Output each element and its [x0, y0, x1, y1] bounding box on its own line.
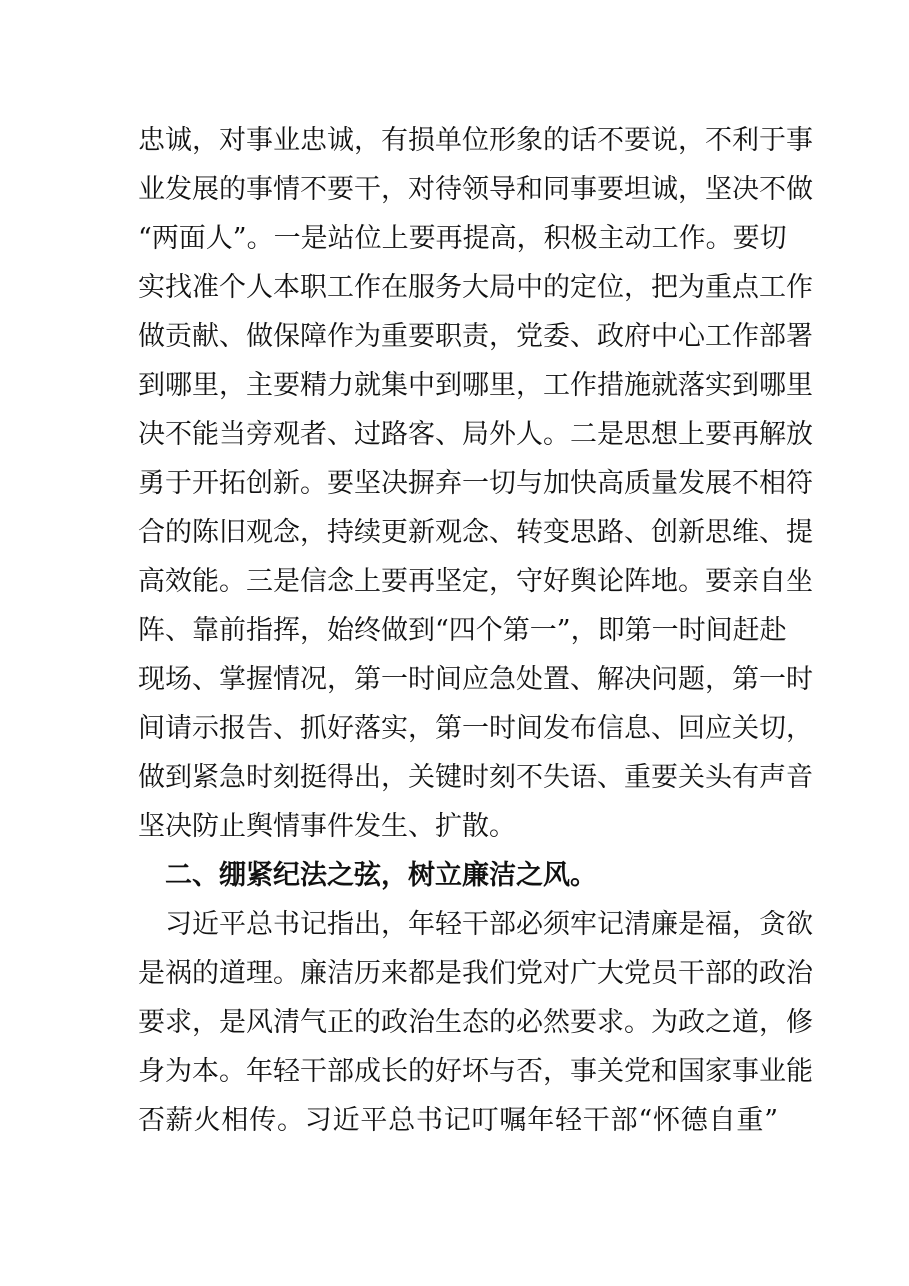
body-text-line: 做到紧急时刻挺得出，关键时刻不失语、重要关头有声音 [138, 762, 813, 793]
body-text-line: 间请示报告、抓好落实，第一时间发布信息、回应关切， [138, 713, 813, 744]
body-text-line: 要求，是风清气正的政治生态的必然要求。为政之道，修 [138, 1007, 813, 1038]
body-text-line: 阵、靠前指挥，始终做到“四个第一”，即第一时间赶赴 [138, 615, 787, 646]
body-text-line: 否薪火相传。习近平总书记叮嘱年轻干部“怀德自重” [138, 1105, 778, 1136]
body-text-line: 坚决防止舆情事件发生、扩散。 [138, 811, 516, 842]
body-text-line: 现场、掌握情况，第一时间应急处置、解决问题，第一时 [138, 664, 813, 695]
body-text-line: 高效能。三是信念上要再坚定，守好舆论阵地。要亲自坐 [138, 566, 813, 597]
body-text-line: 做贡献、做保障作为重要职责，党委、政府中心工作部署 [138, 321, 813, 352]
section-heading: 二、绷紧纪法之弦，树立廉洁之风。 [165, 860, 597, 891]
body-text-line: 到哪里，主要精力就集中到哪里，工作措施就落实到哪里 [138, 370, 813, 401]
body-text-line: 业发展的事情不要干，对待领导和同事要坦诚，坚决不做 [138, 174, 813, 205]
body-text-line: 合的陈旧观念，持续更新观念、转变思路、创新思维、提 [138, 517, 813, 548]
body-text-line: 勇于开拓创新。要坚决摒弃一切与加快高质量发展不相符 [138, 468, 813, 499]
body-text-line: 是祸的道理。廉洁历来都是我们党对广大党员干部的政治 [138, 958, 813, 989]
body-text-line: 忠诚，对事业忠诚，有损单位形象的话不要说，不利于事 [138, 125, 813, 156]
body-text-line: 身为本。年轻干部成长的好坏与否，事关党和国家事业能 [138, 1056, 813, 1087]
body-text-line: 实找准个人本职工作在服务大局中的定位，把为重点工作 [138, 272, 813, 303]
body-text-line: “两面人”。一是站位上要再提高，积极主动工作。要切 [138, 223, 787, 254]
body-text-line: 习近平总书记指出，年轻干部必须牢记清廉是福，贪欲 [165, 909, 813, 940]
body-text-line: 决不能当旁观者、过路客、局外人。二是思想上要再解放 [138, 419, 813, 450]
